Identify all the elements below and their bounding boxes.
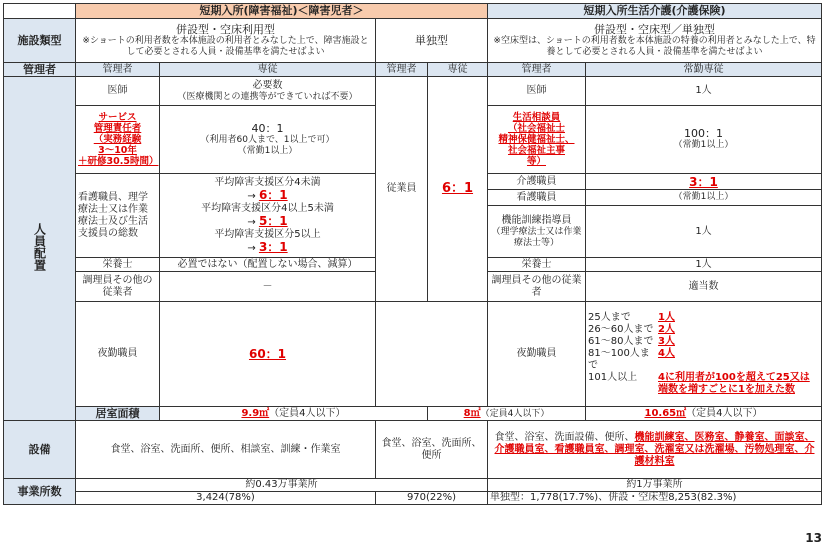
night-left-label: 夜勤職員: [76, 302, 160, 407]
equip-right-red: 機能訓練室、医務室、静養室、面談室、介護職員室、看護職員室、調理室、洗濯室又は洗濯場、汚物処理室、介護材料室: [494, 431, 815, 467]
cook-left-label: 調理員その他の従業者: [76, 272, 160, 302]
care-facility-title: 併設型・空床型／単独型: [594, 22, 715, 36]
doctor-left-value: [160, 77, 376, 106]
nurse-a: 平均障害支援区分4未満: [214, 176, 321, 188]
staffing-label-text: 人員配置: [32, 223, 47, 271]
room-left: [160, 407, 428, 421]
care-facility-cell: [488, 19, 822, 63]
nurse-b-ratio: 5：1: [258, 213, 288, 228]
life-l4: 社会福祉主事: [507, 145, 565, 156]
func-trainer-title: 機能訓練指導員: [501, 214, 572, 226]
night-val-0: 1人: [658, 312, 675, 323]
life-consultant-label: [488, 106, 586, 174]
nutri-left-value: 必置ではない（配置しない場合、減算）: [160, 258, 376, 272]
care-staff-label: 介護職員: [488, 174, 586, 190]
equip-mid: 食堂、浴室、洗面所、便所: [376, 421, 488, 479]
night-left-value: 60：1: [160, 302, 376, 407]
heisetsu-note: ※ショートの利用者数を本体施設の利用者とみなした上で、障害施設として必要とされる人員・設備基準を満たせばよい: [82, 35, 369, 57]
room-right-val: 10.65㎡: [644, 407, 687, 419]
nurse-b: 平均障害支援区分4以上5未満: [201, 202, 334, 214]
nurse-c-ratio: 3：1: [258, 239, 288, 254]
nurse-b-line: [162, 215, 373, 229]
life-l5: 等）: [526, 156, 546, 167]
nurse-total-values: [160, 174, 376, 258]
nurse-c-line: [162, 241, 373, 255]
svc-l4: 3～10年: [98, 145, 137, 156]
care-staff-ratio: 3：1: [586, 174, 822, 190]
room-right-note: （定員4人以下）: [686, 407, 763, 419]
row-label-equipment: 設備: [4, 421, 76, 479]
comparison-table: [3, 3, 822, 505]
doctor-left-label: 医師: [76, 77, 160, 106]
life-l2: （社会福祉士: [507, 123, 565, 134]
header-short-stay-disability: 短期入所(障害福祉)＜障害児者＞: [76, 4, 488, 19]
svc-val3: （常勤1以上）: [237, 145, 298, 156]
heisetsu-cell: [76, 19, 376, 63]
offices-right-sub: 単独型：1,778(17.7%)、併設・空床型8,253(82.3%): [488, 492, 822, 505]
room-mid-val: 8㎡: [463, 407, 481, 419]
arrow-icon: →: [247, 216, 256, 228]
row-label-facility-type: 施設類型: [4, 19, 76, 63]
row-label-manager: 管理者: [4, 63, 76, 77]
func-trainer-value: 1人: [586, 206, 822, 258]
night-val-4: 4に利用者が100を超えて25又は端数を増すごとに1を加えた数: [658, 372, 810, 395]
night-mid-blank: [376, 302, 488, 407]
nutri-right-value: 1人: [586, 258, 822, 272]
night-right-list: [588, 312, 819, 396]
svc-l3: （実務経験: [93, 134, 142, 145]
tandoku-staff-ratio: 6：1: [428, 77, 488, 302]
nurse-a-line: [162, 189, 373, 203]
night-val-3: 4人: [658, 348, 675, 359]
night-val-1: 2人: [658, 324, 675, 335]
nurse-right-value: （常勤1以上）: [586, 190, 822, 206]
page-number: 13: [805, 531, 822, 545]
room-mid: [428, 407, 586, 421]
offices-right-total: 約1万事業所: [488, 479, 822, 492]
svc-l2: 管理責任者: [93, 123, 142, 134]
tandoku-cell: 単独型: [376, 19, 488, 63]
service-manager-label: [76, 106, 160, 174]
night-range-4: 101人以上: [588, 372, 638, 383]
corner-cell: [4, 4, 76, 19]
manager-right: 管理者: [488, 63, 586, 77]
cook-right-label: 調理員その他の従業者: [488, 272, 586, 302]
svc-l1: サービス: [98, 112, 137, 123]
life-val2: （常勤1以上）: [673, 140, 734, 150]
func-trainer-note: （理学療法士又は作業療法士等）: [491, 226, 582, 248]
doctor-right-label: 医師: [488, 77, 586, 106]
night-range-3: 81～100人まで: [588, 348, 650, 371]
night-right-label: 夜勤職員: [488, 302, 586, 407]
row-label-room-area: 居室面積: [76, 407, 160, 421]
room-mid-note: （定員4人以下）: [480, 408, 550, 419]
row-label-staffing: [4, 77, 76, 421]
svc-l5: ＋研修30.5時間）: [78, 156, 159, 167]
nurse-total-label: 看護職員、理学療法士又は作業療法士及び生活支援員の総数: [76, 174, 160, 258]
nutri-left-label: 栄養士: [76, 258, 160, 272]
room-right: [586, 407, 822, 421]
cook-right-value: 適当数: [586, 272, 822, 302]
joukin-senju-right: 常勤専従: [586, 63, 822, 77]
offices-mid-sub: 970(22%): [376, 492, 488, 505]
equip-left: 食堂、浴室、洗面所、便所、相談室、訓練・作業室: [76, 421, 376, 479]
doctor-left-val2: （医療機関との連携等ができていれば不要）: [177, 91, 358, 102]
equip-right: [488, 421, 822, 479]
doctor-left-val1: 必要数: [252, 79, 283, 91]
equip-right-plain: 食堂、浴室、洗面設備、便所、: [494, 431, 635, 443]
svc-val1: 40：1: [251, 121, 284, 135]
cook-left-value: －: [160, 272, 376, 302]
senju-left: 専従: [160, 63, 376, 77]
senju-mid: 専従: [428, 63, 488, 77]
manager-left: 管理者: [76, 63, 160, 77]
heisetsu-title: 併設型・空床利用型: [176, 22, 275, 36]
night-right-values: [586, 302, 822, 407]
night-val-2: 3人: [658, 336, 675, 347]
arrow-icon: →: [247, 190, 256, 202]
doctor-right-value: 1人: [586, 77, 822, 106]
room-left-note: （定員4人以下）: [269, 407, 346, 419]
night-range-2: 61～80人まで: [588, 336, 654, 347]
room-left-val: 9.9㎡: [241, 407, 270, 419]
life-val1: 100：1: [684, 127, 723, 140]
care-facility-note: ※空床型は、ショートの利用者数を本体施設の特養の利用者とみなした上で、特養として必要とされる人員・設備基準を満たせばよい: [493, 35, 816, 57]
arrow-icon: →: [247, 242, 256, 254]
service-manager-value: [160, 106, 376, 174]
manager-mid: 管理者: [376, 63, 428, 77]
nutri-right-label: 栄養士: [488, 258, 586, 272]
nurse-a-ratio: 6：1: [258, 187, 288, 202]
life-l3: 精神保健福祉士、: [498, 134, 575, 145]
nurse-right-label: 看護職員: [488, 190, 586, 206]
night-range-1: 26～60人まで: [588, 324, 654, 335]
header-short-stay-care: 短期入所生活介護(介護保険): [488, 4, 822, 19]
svc-val2: （利用者60人まで、1以上で可）: [200, 134, 335, 145]
row-label-office-count: 事業所数: [4, 479, 76, 505]
offices-left-total: 約0.43万事業所: [76, 479, 488, 492]
life-consultant-value: [586, 106, 822, 174]
nurse-c: 平均障害支援区分5以上: [214, 228, 321, 240]
func-trainer-label: [488, 206, 586, 258]
life-l1: 生活相談員: [512, 112, 561, 123]
tandoku-staff-label: 従業員: [376, 77, 428, 302]
night-range-0: 25人まで: [588, 312, 631, 323]
offices-left-sub: 3,424(78%): [76, 492, 376, 505]
